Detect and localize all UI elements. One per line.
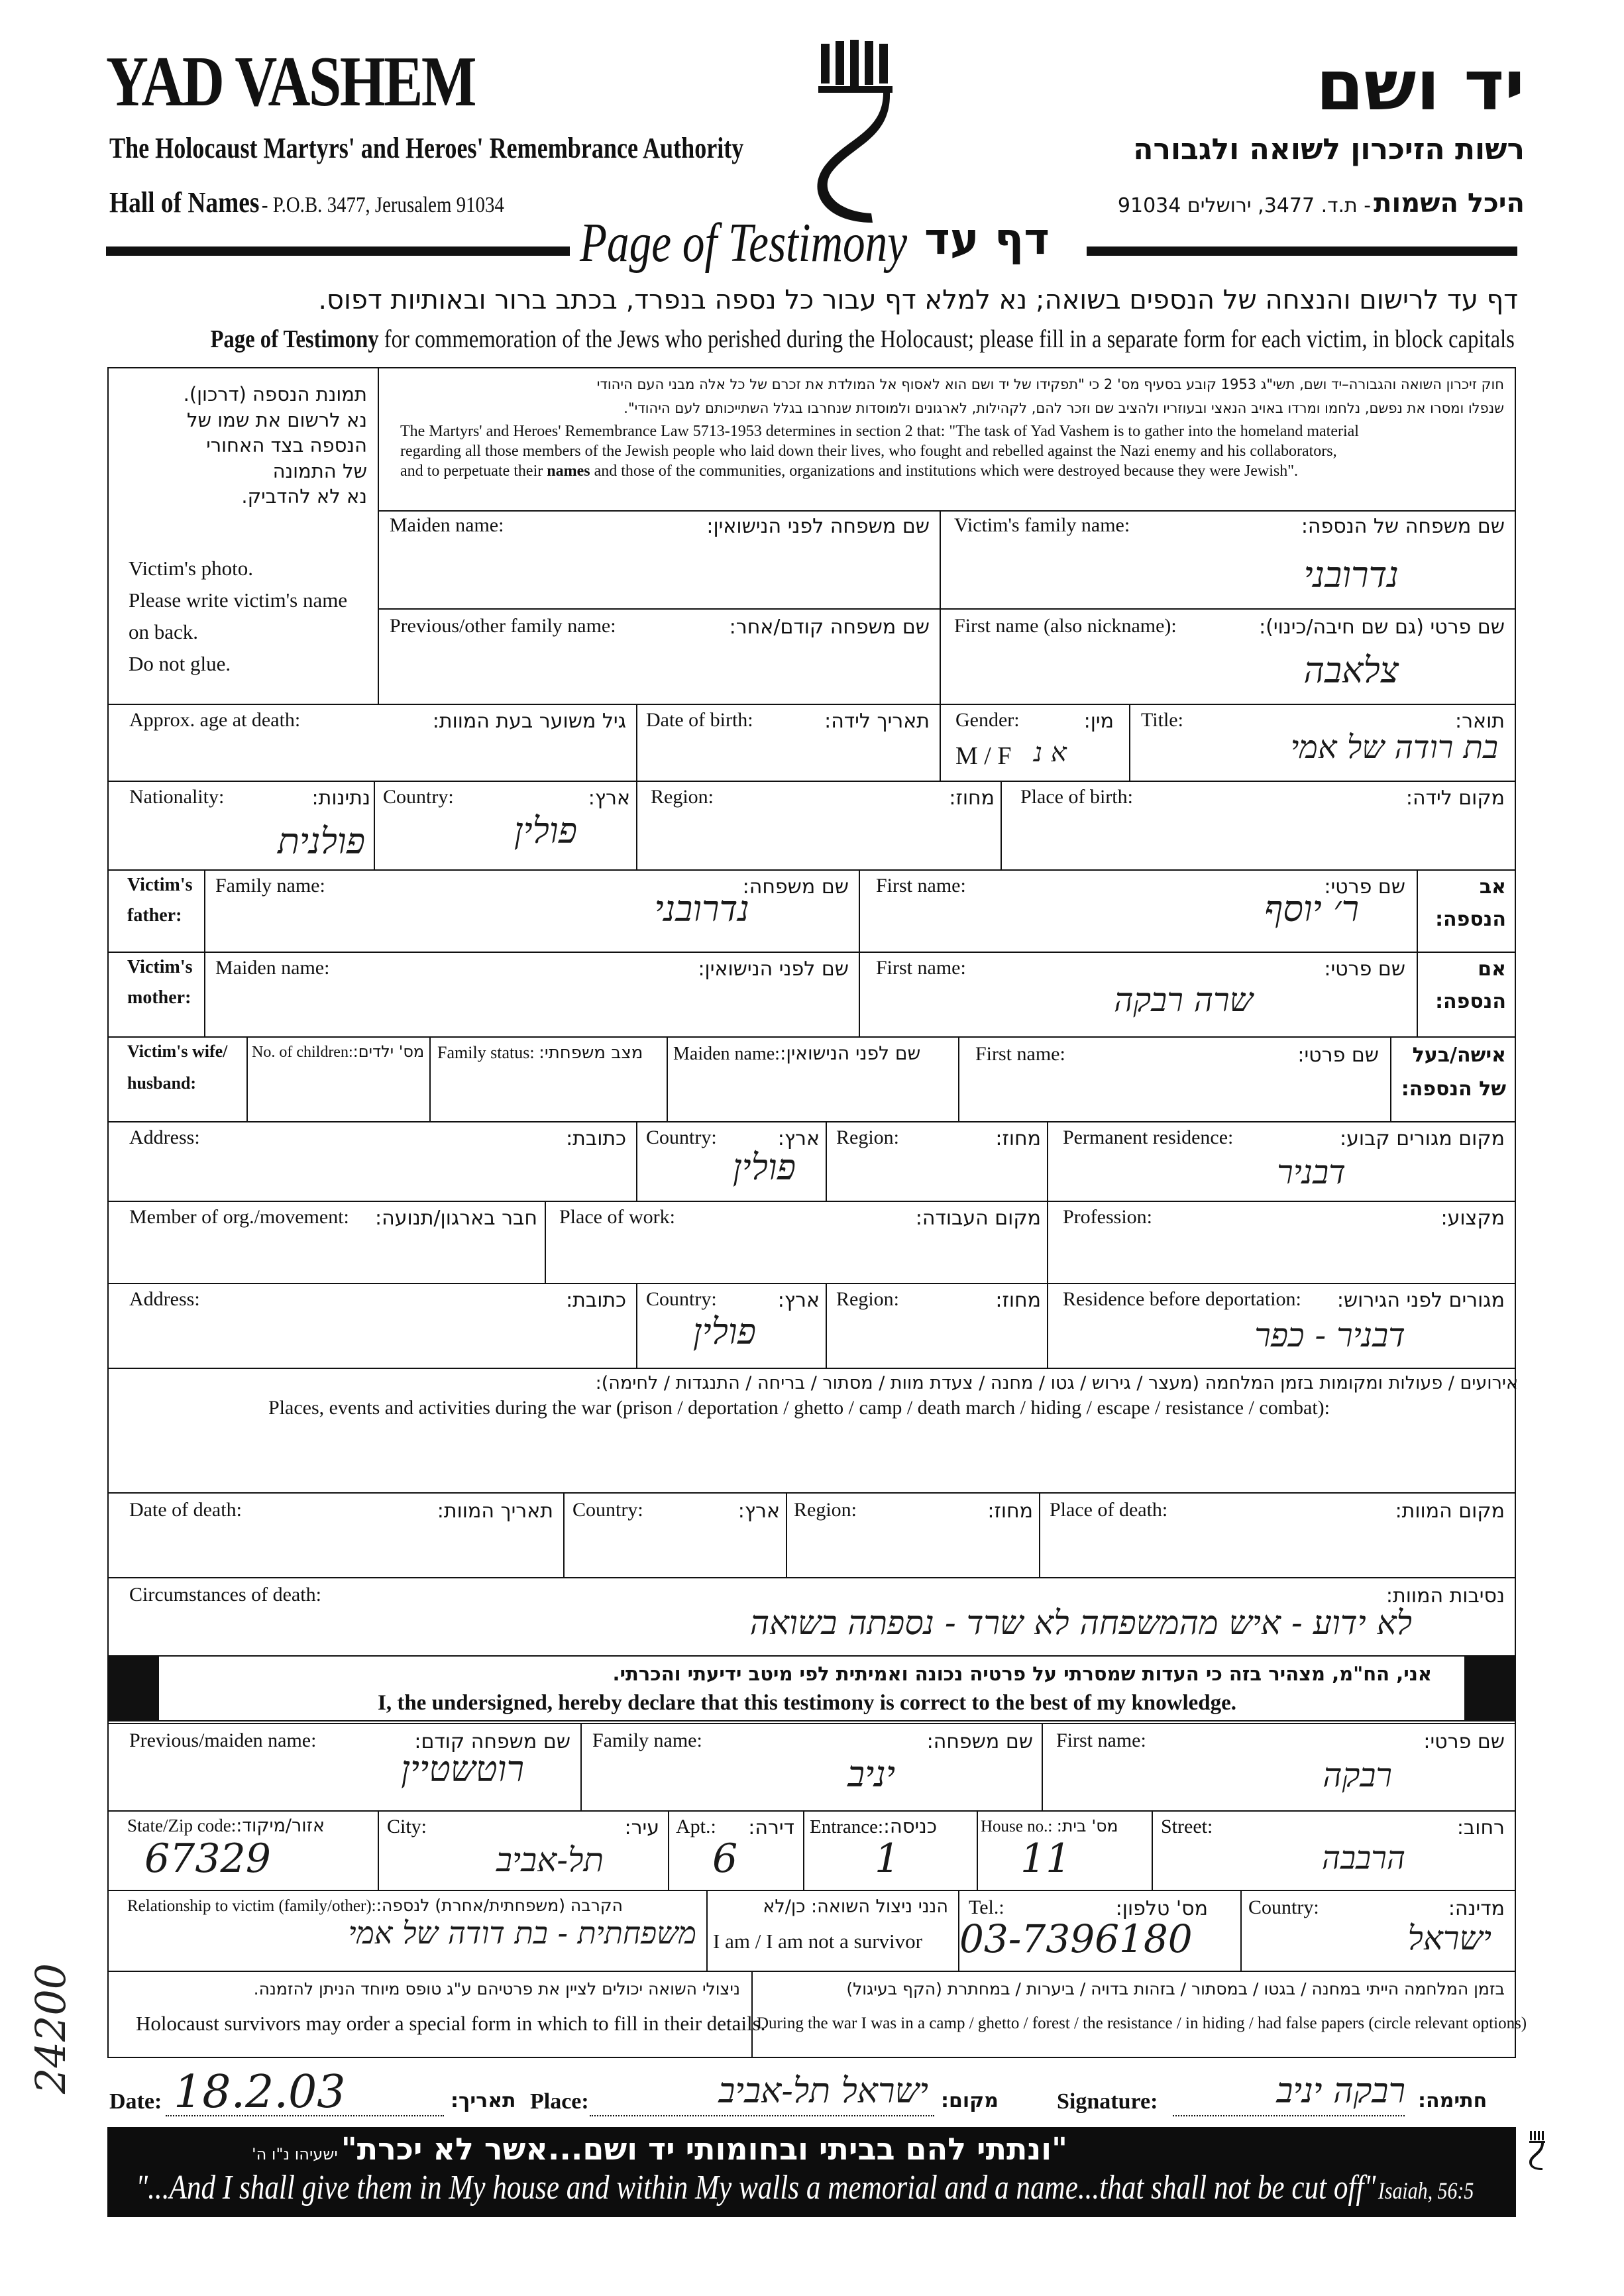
margin-number: 24200 [27, 1963, 75, 2094]
authority-he: רשות הזיכרון לשואה ולגבורה [1133, 133, 1525, 166]
deport-country-label-he: ארץ: [777, 1289, 820, 1312]
region-field[interactable] [637, 812, 999, 868]
profession-field[interactable] [1048, 1232, 1515, 1282]
photo-note-he-2: נא לרשום את שמו של [186, 408, 367, 431]
date-label-en: Date: [109, 2089, 162, 2114]
declaration-he: אני, הח"מ, מצהיר בזה כי העדות שמסרתי על פרטיה נכונה ואמיתית לפי מיטב ידיעתי והכרתי. [612, 1663, 1432, 1685]
hall-line-en [109, 186, 504, 219]
photo-note-en-2: Please write victim's name [129, 588, 348, 612]
nationality-value[interactable]: פולנית [277, 820, 365, 862]
address-label-en: Address: [129, 1126, 200, 1148]
prev-maiden-label-en: Previous/maiden name: [129, 1729, 317, 1751]
country-submit-label-he: מדינה: [1448, 1897, 1505, 1920]
family-status-field[interactable] [431, 1068, 665, 1120]
house-no-label-he: מס' בית: [1056, 1816, 1118, 1835]
spouse-maiden-label [673, 1043, 920, 1065]
prev-family-name-field[interactable] [379, 644, 938, 702]
gender-label-en: Gender: [955, 709, 1020, 731]
victim-family-name-label-en: Victim's family name: [954, 514, 1130, 536]
nationality-label-he: נתינות: [311, 787, 370, 810]
address-region-field[interactable] [827, 1153, 1046, 1199]
first-name-nick-label-en: First name (also nickname): [954, 615, 1177, 637]
family-name-label-en: Family name: [592, 1729, 702, 1751]
deport-country-label-en: Country: [646, 1288, 717, 1310]
dod-label-en: Date of death: [129, 1499, 242, 1521]
war-en[interactable]: During the war I was in a camp / ghetto / forest / the resistance / in hiding / had false papers (circle relevant options) [757, 2014, 1527, 2032]
country-label-he: ארץ: [588, 787, 630, 810]
spouse-label-en-1: Victim's wife/ [127, 1042, 228, 1061]
father-first-label-he: שם פרטי: [1324, 875, 1405, 899]
death-region-field[interactable] [787, 1525, 1038, 1576]
events-field[interactable] [109, 1425, 1515, 1491]
death-country-field[interactable] [565, 1525, 785, 1576]
maiden-name-label-en: Maiden name: [390, 514, 504, 536]
father-first-value[interactable]: ר׳ יוסף [1264, 888, 1359, 930]
zip-label-he: אזור/מיקוד: [236, 1816, 325, 1836]
res-deport-label-en: Residence before deportation: [1063, 1288, 1301, 1310]
photo-note-en-1: Victim's photo. [129, 557, 253, 580]
address-region-label-en: Region: [836, 1126, 899, 1148]
gender-mark: א נ [1034, 738, 1067, 768]
address2-field[interactable] [109, 1315, 635, 1366]
org-label-en: Member of org./movement: [129, 1206, 349, 1228]
address2-label-he: כתובת: [566, 1289, 626, 1312]
photo-note-he-5: נא לא להדביק. [241, 485, 367, 508]
law-en-3a: and to perpetuate their [400, 463, 547, 480]
apt-label-en: Apt.: [676, 1816, 716, 1837]
perm-res-label-he: מקום מגורים קבוע: [1340, 1127, 1505, 1150]
spouse-first-label-en: First name: [975, 1043, 1065, 1065]
place-value[interactable]: ישראל תל-אביב [718, 2071, 928, 2111]
mother-first-label-he: שם פרטי: [1324, 957, 1405, 981]
family-status-label-he: מצב משפחתי: [539, 1043, 643, 1063]
mother-label-en-2: mother: [127, 987, 191, 1009]
law-he-1: חוק זיכרון השואה והגבורה–יד ושם, תשי"ג 1953 קובע בסעיף מס' 2 כי "תפקידו של יד ושם הוא לאסוף אל המולדת את זכרם של כל אלה מבני העם היהודי [596, 376, 1504, 392]
tel-label-en: Tel.: [969, 1896, 1004, 1918]
mother-maiden-label-en: Maiden name: [215, 957, 330, 979]
house-no-label [981, 1817, 1118, 1837]
zip-label-en: State/Zip code: [127, 1816, 237, 1835]
country-label-en: Country: [383, 786, 454, 808]
intro-he: דף עד לרישום והנצחה של הנספים בשואה; נא למלא דף עבור כל נספה בנפרד, בכתב ברור ובאותיות דפוס. [318, 285, 1518, 315]
mother-first-label-en: First name: [876, 957, 966, 979]
relationship-value[interactable]: משפחתית - בת דודה של אמי [348, 1915, 696, 1951]
spouse-label-he-2: של הנספה: [1401, 1077, 1506, 1101]
father-label-he [1435, 876, 1506, 931]
mother-label-he-1: אם [1478, 957, 1506, 981]
survivor-label-he: הנני ניצול השואה: כן/לא [763, 1896, 948, 1917]
org-name-he: יד ושם [1316, 45, 1525, 126]
mother-label-en-1: Victim's [127, 957, 193, 977]
prev-family-name-label-he: שם משפחה קודם/אחר: [729, 616, 930, 639]
law-he-2: שנפלו ומסרו את נפשם, נלחמו ומרדו באויב הנאצי ובעוזריו ולהציב שם וזכר להם, לקהילות, לארגונים ולמוסדות שנחרבו בגלל השתייכותם לעם היהודי". [623, 400, 1504, 416]
father-label-he-2: הנספה: [1435, 907, 1506, 931]
street-label-en: Street: [1161, 1816, 1213, 1837]
footer-ref-he: ישעיהו נ"ו ה' [252, 2145, 338, 2163]
hall-line-he [1118, 188, 1525, 219]
special-form-en: Holocaust survivors may order a special form in which to fill in their details. [136, 2012, 766, 2035]
mother-label-en [127, 957, 193, 1009]
children-label-en: No. of children: [252, 1044, 353, 1061]
law-text [384, 375, 1511, 508]
age-label-en: Approx. age at death: [129, 709, 301, 731]
age-label-he: גיל משוער בעת המוות: [432, 710, 626, 733]
address-label-he: כתובת: [566, 1127, 626, 1150]
family-name-value[interactable]: יניב [847, 1753, 895, 1795]
law-en-3c: and those of the communities, organizations and institutions which were destroyed because they were Jewish". [590, 463, 1299, 480]
death-country-label-en: Country: [572, 1499, 643, 1521]
title-value[interactable]: בת רודה של אמי [1290, 729, 1498, 766]
page-title-he: דף עד [924, 213, 1050, 264]
prev-maiden-label-he: שם משפחה קודם: [414, 1730, 570, 1753]
submitter-first-label-en: First name: [1056, 1729, 1146, 1751]
apt-value[interactable]: 6 [712, 1835, 738, 1882]
pob-field[interactable] [1002, 812, 1515, 868]
dob-label-en: Date of birth: [646, 709, 753, 731]
intro-en-rest: for commemoration of the Jews who perished during the Holocaust; please fill in a separate form for each victim, in block capitals [384, 325, 1515, 353]
tel-label-he: מס' טלפון: [1115, 1897, 1208, 1920]
work-label-en: Place of work: [559, 1206, 675, 1228]
death-region-label-en: Region: [794, 1499, 857, 1521]
spouse-maiden-field[interactable] [668, 1068, 957, 1120]
place-label-en: Place: [530, 2089, 589, 2114]
perm-res-label-en: Permanent residence: [1063, 1126, 1234, 1148]
city-label-he: עיר: [624, 1816, 659, 1839]
hall-he: היכל השמות [1374, 188, 1525, 219]
mother-label-he-2: הנספה: [1435, 989, 1506, 1013]
war-he: בזמן המלחמה הייתי במחנה / בגטו / במסתור / בזהות בדויה / ביערות / במחתרת (הקף בעיגול) [846, 1979, 1505, 1998]
address-country-label-he: ארץ: [777, 1127, 820, 1150]
place-label-he: מקום: [941, 2089, 999, 2112]
prev-maiden-value[interactable]: רוטשטיין [401, 1748, 524, 1790]
region-label-he: מחוז: [949, 787, 995, 810]
submitter-first-value[interactable]: רבקה [1323, 1756, 1392, 1794]
relationship-label-en: Relationship to victim (family/other): [127, 1897, 376, 1915]
house-no-label-en: House no.: [981, 1818, 1053, 1835]
title-label-he: תואר: [1455, 710, 1505, 733]
deport-region-label-he: מחוז: [995, 1289, 1041, 1312]
tel-value[interactable]: 03-7396180 [959, 1916, 1193, 1961]
footer-ref-en: Isaiah, 56:5 [1378, 2177, 1474, 2204]
place-death-field[interactable] [1040, 1525, 1515, 1576]
deport-country-value[interactable]: פולין [692, 1311, 756, 1352]
pob-en: - P.O.B. 3477, Jerusalem 91034 [261, 193, 504, 217]
first-name-value[interactable]: צלאבה [1303, 649, 1399, 691]
profession-label-en: Profession: [1063, 1206, 1152, 1228]
gender-label-he: מין: [1083, 710, 1114, 733]
victim-family-name-value[interactable]: נדרובני [1303, 554, 1399, 596]
signature-label-en: Signature: [1057, 2089, 1158, 2114]
intro-en [211, 325, 1515, 354]
gender-options[interactable]: M / F [955, 742, 1012, 770]
survivor-label-en[interactable]: I am / I am not a survivor [713, 1930, 922, 1953]
events-label-he: אירועים / פעולות ומקומות בזמן המלחמה (מעצר / גירוש / גטו / מחנה / צעדת מוות / מסתור / בריחה / התנגדות / לחימה): [595, 1373, 1518, 1394]
mother-label-he [1435, 958, 1506, 1013]
org-name-en: YAD VASHEM [106, 42, 475, 121]
entrance-label-en: Entrance: [810, 1816, 884, 1837]
relationship-label [127, 1896, 623, 1916]
photo-note-en-3: on back. [129, 620, 199, 644]
zip-value[interactable]: 67329 [144, 1835, 271, 1882]
spouse-first-label-he: שם פרטי: [1297, 1044, 1379, 1067]
deport-region-label-en: Region: [836, 1288, 899, 1310]
title-label-en: Title: [1141, 709, 1183, 731]
prev-family-name-label-en: Previous/other family name: [390, 615, 616, 637]
street-label-he: רחוב: [1456, 1816, 1505, 1839]
dob-label-he: תאריך לידה: [824, 710, 930, 733]
date-label-he: תאריך: [451, 2089, 516, 2112]
footer-quote-he-line [252, 2131, 1067, 2167]
law-en-3b: names [547, 463, 590, 480]
org-field[interactable] [109, 1232, 543, 1282]
relationship-label-he: הקרבה (משפחתית/אחרת) לנספה: [376, 1896, 623, 1915]
dod-label-he: תאריך המוות: [437, 1500, 553, 1523]
spouse-maiden-label-en: Maiden name: [673, 1044, 780, 1064]
nationality-label-en: Nationality: [129, 786, 225, 808]
hall-en: Hall of Names [109, 186, 260, 219]
perm-res-value[interactable]: דבניר [1277, 1153, 1346, 1191]
father-family-value[interactable]: נדרובני [654, 888, 749, 930]
family-status-label-en: Family status: [437, 1043, 535, 1062]
address-region-label-he: מחוז: [995, 1127, 1041, 1150]
family-name-label-he: שם משפחה: [926, 1730, 1033, 1753]
photo-box[interactable] [109, 368, 376, 702]
place-death-label-he: מקום המוות: [1395, 1500, 1505, 1523]
children-label [252, 1043, 424, 1062]
address-field[interactable] [109, 1153, 635, 1199]
signature-value[interactable]: רבקה יניב [1276, 2071, 1405, 2111]
country-submit-label-en: Country: [1248, 1896, 1319, 1918]
authority-en: The Holocaust Martyrs' and Heroes' Remembrance Authority [109, 132, 744, 164]
pob-label-he: מקום לידה: [1405, 787, 1505, 810]
spouse-first-field[interactable] [959, 1068, 1389, 1120]
page-title-en: Page of Testimony [580, 212, 908, 274]
death-region-label-he: מחוז: [987, 1500, 1033, 1523]
circumstances-value[interactable]: לא ידוע - איש מהמשפחה לא שרד - נספתה בשואה [749, 1604, 1412, 1642]
mother-maiden-label-he: שם לפני הנישואין: [698, 957, 849, 981]
father-family-label-en: Family name: [215, 875, 325, 897]
photo-note-he-4: של התמונה [272, 459, 367, 482]
city-value[interactable]: תל-אביב [496, 1841, 604, 1879]
spouse-label-en-2: husband: [127, 1073, 197, 1093]
yad-vashem-menorah-logo [812, 40, 904, 232]
photo-note-en-4: Do not glue. [129, 652, 231, 676]
father-label-en-1: Victim's [127, 875, 193, 895]
footer-quote-he: "ונתתי להם בביתי ובחומותי יד ושם...אשר לא יכרת" [341, 2131, 1068, 2167]
region-label-en: Region: [651, 786, 714, 808]
father-label-en [127, 875, 193, 926]
apt-label-he: דירה: [748, 1816, 794, 1839]
address-country-label-en: Country: [646, 1126, 717, 1148]
date-value[interactable]: 18.2.03 [174, 2066, 346, 2118]
dod-field[interactable] [109, 1525, 562, 1576]
father-label-he-1: אב [1479, 875, 1506, 899]
header-rule-right [1087, 246, 1517, 256]
events-label-en: Places, events and activities during the war (prison / deportation / ghetto / camp / death march / hiding / escape / resistance / combat): [268, 1397, 1330, 1419]
maiden-name-field[interactable] [379, 543, 938, 607]
mother-maiden-field[interactable] [205, 983, 857, 1035]
pob-label-en: Place of birth: [1020, 786, 1133, 808]
father-family-label-he: שם משפחה: [742, 875, 849, 899]
spouse-label-he [1401, 1044, 1506, 1101]
org-label-he: חבר בארגון/תנועה: [375, 1207, 537, 1230]
street-value[interactable]: הרבבה [1321, 1839, 1405, 1877]
children-field[interactable] [248, 1068, 428, 1120]
country-value[interactable]: פולין [514, 810, 577, 851]
small-logo-icon [1528, 2131, 1548, 2171]
entrance-value[interactable]: 1 [875, 1835, 900, 1882]
death-country-label-he: ארץ: [737, 1500, 780, 1523]
city-label-en: City: [387, 1816, 427, 1837]
victim-family-name-label-he: שם משפחה של הנספה: [1301, 515, 1505, 538]
entrance-label [810, 1816, 937, 1838]
special-form-he: ניצולי השואה יכולים לציין את פרטיהם ע"ג טופס מיוחד הניתן להזמנה. [253, 1979, 740, 1998]
spouse-label-he-1: אישה/בעל [1412, 1044, 1506, 1067]
pob-he: - ת.ד. 3477, ירושלים 91034 [1117, 194, 1372, 217]
work-label-he: מקום העבודה: [915, 1207, 1041, 1230]
first-name-nick-label-he: שם פרטי (גם שם חיבה/כינוי): [1259, 616, 1505, 639]
intro-en-bold: Page of Testimony [210, 325, 379, 353]
deport-region-field[interactable] [827, 1315, 1046, 1366]
circumstances-label-en: Circumstances of death: [129, 1584, 321, 1606]
res-deport-value[interactable]: דבניר - כפר [1254, 1316, 1405, 1354]
address2-label-en: Address: [129, 1288, 200, 1310]
submitter-first-label-he: שם פרטי: [1423, 1730, 1505, 1753]
declaration-en: I, the undersigned, hereby declare that this testimony is correct to the best of my knowledge. [378, 1691, 1237, 1715]
age-field[interactable] [109, 736, 635, 779]
signature-label-he: חתימה: [1418, 2089, 1488, 2112]
footer-quote-en: "...And I shall give them in My house and within My walls a memorial and a name...that shall not be cut off" [136, 2169, 1376, 2207]
header-rule-left [106, 246, 570, 256]
photo-note-he-1: תמונת הנספה (דרכון). [183, 383, 367, 406]
children-label-he: מס' ילדים: [352, 1042, 425, 1061]
spouse-maiden-label-he: שם לפני הנישואין: [779, 1042, 921, 1064]
circumstances-label-he: נסיבות המוות: [1385, 1584, 1505, 1608]
spouse-label-en [127, 1042, 227, 1093]
zip-label [127, 1816, 325, 1836]
father-label-en-2: father: [127, 905, 182, 926]
law-en-1: The Martyrs' and Heroes' Remembrance Law 5713-1953 determines in section 2 that: "The task of Yad Vashem is to gather into the homeland material [400, 423, 1359, 440]
law-en-2: regarding all those members of the Jewish people who laid down their lives, who fought and rebelled against the Nazi enemy and his collaborators, [400, 443, 1337, 460]
father-first-label-en: First name: [876, 875, 966, 897]
res-deport-label-he: מגורים לפני הגירוש: [1336, 1289, 1505, 1312]
dob-field[interactable] [637, 736, 938, 779]
photo-note-he-3: הנספה בצד האחורי [206, 434, 367, 457]
law-en-3 [400, 463, 1298, 480]
entrance-label-he: כניסה: [883, 1815, 938, 1837]
family-status-label [437, 1043, 643, 1064]
footer-quote-en-line [136, 2168, 1474, 2207]
work-field[interactable] [546, 1232, 1046, 1282]
address-country-value[interactable]: פולין [732, 1146, 796, 1188]
profession-label-he: מקצוע: [1440, 1207, 1505, 1230]
place-death-label-en: Place of death: [1050, 1499, 1168, 1521]
country-submit-value[interactable]: ישראל [1407, 1919, 1491, 1957]
house-no-value[interactable]: 11 [1020, 1835, 1071, 1882]
maiden-name-label-he: שם משפחה לפני הנישואין: [706, 515, 930, 538]
mother-first-value[interactable]: שרה רבקה [1114, 981, 1253, 1019]
